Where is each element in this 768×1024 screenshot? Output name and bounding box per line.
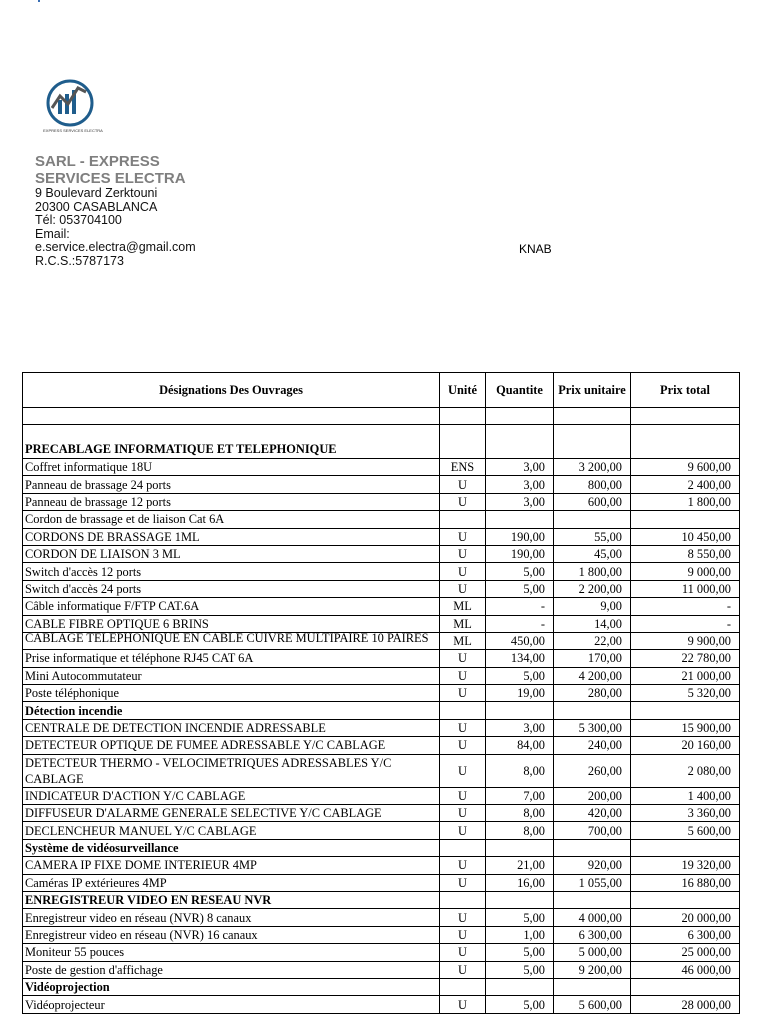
cell-unit: U	[440, 493, 486, 510]
table-row	[23, 874, 740, 891]
cell-total-price: 9 000,00	[631, 563, 740, 580]
cell-quantity: 8,00	[486, 822, 554, 839]
cell-unit: U	[440, 719, 486, 736]
cell-quantity: 5,00	[486, 563, 554, 580]
cell-designation: Cordon de brassage et de liaison Cat 6A	[23, 511, 440, 528]
cell-unit: U	[440, 822, 486, 839]
cell-total-price	[631, 702, 740, 719]
cell-total-price	[631, 425, 740, 459]
client-name: KNAB	[519, 242, 552, 256]
cell-designation: Enregistreur video en réseau (NVR) 8 canaux	[23, 909, 440, 926]
col-header-unit: Unité	[440, 373, 486, 408]
table-row	[23, 563, 740, 580]
cell-total-price: 19 320,00	[631, 857, 740, 874]
cell-unit: ML	[440, 615, 486, 632]
cell-quantity: 16,00	[486, 874, 554, 891]
cell-unit	[440, 425, 486, 459]
table-row	[23, 511, 740, 528]
cell-unit: U	[440, 650, 486, 667]
cell-unit	[440, 511, 486, 528]
cell-quantity: 3,00	[486, 459, 554, 476]
cell-unit-price: 6 300,00	[554, 926, 631, 943]
cell-unit: U	[440, 787, 486, 804]
cell-quantity: 450,00	[486, 632, 554, 649]
cell-unit-price: 420,00	[554, 805, 631, 822]
cell-unit-price: 700,00	[554, 822, 631, 839]
cell-designation: Poste téléphonique	[23, 685, 440, 702]
cell-total-price: 6 300,00	[631, 926, 740, 943]
table-row	[23, 719, 740, 736]
cell-unit-price	[554, 425, 631, 459]
cell-unit: U	[440, 528, 486, 545]
cell-quantity: -	[486, 615, 554, 632]
table-row	[23, 805, 740, 822]
cell-designation: Poste de gestion d'affichage	[23, 961, 440, 978]
cell-unit-price: 4 000,00	[554, 909, 631, 926]
cell-designation: PRECABLAGE INFORMATIQUE ET TELEPHONIQUE	[23, 425, 440, 459]
cell-designation: CORDON DE LIAISON 3 ML	[23, 545, 440, 562]
table-row	[23, 961, 740, 978]
cell-unit-price: 5 000,00	[554, 944, 631, 961]
cell-unit: ML	[440, 632, 486, 649]
cell-unit-price: 920,00	[554, 857, 631, 874]
cell-total-price: 9 600,00	[631, 459, 740, 476]
cell-quantity: 3,00	[486, 719, 554, 736]
cell-quantity	[486, 839, 554, 856]
table-row	[23, 425, 740, 459]
cell-quantity: 21,00	[486, 857, 554, 874]
cell-total-price: 1 800,00	[631, 493, 740, 510]
table-row	[23, 891, 740, 908]
cell-total-price	[631, 978, 740, 995]
cell-unit-price: 800,00	[554, 476, 631, 493]
cell-designation: Switch d'accès 12 ports	[23, 563, 440, 580]
cell-designation: Switch d'accès 24 ports	[23, 580, 440, 597]
cell-designation: ENREGISTREUR VIDEO EN RESEAU NVR	[23, 891, 440, 908]
company-city: 20300 CASABLANCA	[35, 199, 158, 214]
cell-unit	[440, 839, 486, 856]
cell-designation: Coffret informatique 18U	[23, 459, 440, 476]
cell-unit-price: 14,00	[554, 615, 631, 632]
cell-total-price: 10 450,00	[631, 528, 740, 545]
quote-table	[22, 372, 740, 1014]
cell-unit: U	[440, 961, 486, 978]
cell-quantity: 7,00	[486, 787, 554, 804]
cell-unit: U	[440, 926, 486, 943]
cell-unit: U	[440, 805, 486, 822]
cell-unit: U	[440, 545, 486, 562]
cell-total-price	[631, 839, 740, 856]
table-row	[23, 944, 740, 961]
table-row	[23, 839, 740, 856]
cell-unit-price: 3 200,00	[554, 459, 631, 476]
cell-total-price: 25 000,00	[631, 944, 740, 961]
cell-total-price: 46 000,00	[631, 961, 740, 978]
table-row	[23, 528, 740, 545]
table-body	[23, 408, 740, 1014]
col-header-quantity: Quantite	[486, 373, 554, 408]
cell-designation: Enregistreur video en réseau (NVR) 16 canaux	[23, 926, 440, 943]
table-header-row	[23, 373, 740, 408]
table-row	[23, 787, 740, 804]
cell-designation: Mini Autocommutateur	[23, 667, 440, 684]
cell-unit: U	[440, 685, 486, 702]
cell-quantity	[486, 891, 554, 908]
cell-designation: DETECTEUR THERMO - VELOCIMETRIQUES ADRESSABLES Y/C CABLAGE	[23, 754, 440, 787]
cell-unit	[440, 702, 486, 719]
cell-total-price: 8 550,00	[631, 545, 740, 562]
cell-unit: U	[440, 563, 486, 580]
cell-unit-price	[554, 408, 631, 425]
cell-designation: DECLENCHEUR MANUEL Y/C CABLAGE	[23, 822, 440, 839]
company-name-line2: SERVICES ELECTRA	[35, 170, 186, 187]
table-row	[23, 598, 740, 615]
cell-total-price: 1 400,00	[631, 787, 740, 804]
cell-total-price: 21 000,00	[631, 667, 740, 684]
cell-total-price: -	[631, 598, 740, 615]
table-row	[23, 702, 740, 719]
cell-unit-price: 5 300,00	[554, 719, 631, 736]
cell-designation: CAMERA IP FIXE DOME INTERIEUR 4MP	[23, 857, 440, 874]
cell-designation: DETECTEUR OPTIQUE DE FUMEE ADRESSABLE Y/C CABLAGE	[23, 737, 440, 754]
cell-quantity: -	[486, 598, 554, 615]
cell-designation: CORDONS DE BRASSAGE 1ML	[23, 528, 440, 545]
cell-total-price: 5 600,00	[631, 822, 740, 839]
cell-unit: U	[440, 476, 486, 493]
cell-unit-price: 200,00	[554, 787, 631, 804]
cell-designation: Système de vidéosurveillance	[23, 839, 440, 856]
cell-quantity: 190,00	[486, 528, 554, 545]
cell-unit	[440, 978, 486, 995]
cell-unit: U	[440, 944, 486, 961]
table-row	[23, 685, 740, 702]
cell-designation: Vidéoprojecteur	[23, 996, 440, 1013]
cell-quantity	[486, 425, 554, 459]
table-row	[23, 580, 740, 597]
cell-unit: U	[440, 667, 486, 684]
table-row	[23, 926, 740, 943]
cell-designation	[23, 408, 440, 425]
cell-unit-price: 4 200,00	[554, 667, 631, 684]
cell-designation: Panneau de brassage 12 ports	[23, 493, 440, 510]
cell-unit-price: 45,00	[554, 545, 631, 562]
logo-caption: EXPRESS SERVICES ELECTRA	[43, 128, 103, 133]
cell-unit-price: 1 800,00	[554, 563, 631, 580]
cell-unit: U	[440, 580, 486, 597]
company-rcs: R.C.S.:5787173	[35, 253, 124, 268]
cell-unit	[440, 408, 486, 425]
cell-designation: Moniteur 55 pouces	[23, 944, 440, 961]
company-block	[35, 153, 196, 269]
cell-quantity	[486, 408, 554, 425]
cell-unit-price: 170,00	[554, 650, 631, 667]
company-email-label: Email:	[35, 226, 70, 241]
cell-total-price: 11 000,00	[631, 580, 740, 597]
cell-quantity: 5,00	[486, 961, 554, 978]
table-row	[23, 857, 740, 874]
cell-designation: Détection incendie	[23, 702, 440, 719]
cell-designation: CABLE FIBRE OPTIQUE 6 BRINS	[23, 615, 440, 632]
cell-designation: Panneau de brassage 24 ports	[23, 476, 440, 493]
table-row	[23, 754, 740, 787]
cell-unit-price	[554, 891, 631, 908]
cell-unit-price: 260,00	[554, 754, 631, 787]
cell-quantity	[486, 978, 554, 995]
cell-unit: U	[440, 996, 486, 1013]
cell-designation: Caméras IP extérieures 4MP	[23, 874, 440, 891]
cell-total-price: 9 900,00	[631, 632, 740, 649]
cell-quantity: 3,00	[486, 493, 554, 510]
table-row	[23, 978, 740, 995]
cell-unit: ENS	[440, 459, 486, 476]
cell-quantity: 19,00	[486, 685, 554, 702]
cell-total-price	[631, 511, 740, 528]
table-row	[23, 459, 740, 476]
table-row	[23, 667, 740, 684]
cell-designation: Vidéoprojection	[23, 978, 440, 995]
cell-quantity: 5,00	[486, 944, 554, 961]
cell-total-price: -	[631, 615, 740, 632]
cell-quantity: 5,00	[486, 580, 554, 597]
cell-total-price	[631, 408, 740, 425]
cell-quantity	[486, 511, 554, 528]
cell-unit-price: 55,00	[554, 528, 631, 545]
cell-unit-price: 240,00	[554, 737, 631, 754]
cell-unit	[440, 891, 486, 908]
cell-total-price	[631, 891, 740, 908]
cell-quantity: 5,00	[486, 996, 554, 1013]
cell-unit: U	[440, 909, 486, 926]
cell-unit-price: 22,00	[554, 632, 631, 649]
cell-unit: U	[440, 874, 486, 891]
cell-quantity: 190,00	[486, 545, 554, 562]
cell-total-price: 2 080,00	[631, 754, 740, 787]
table-row	[23, 737, 740, 754]
cell-unit: U	[440, 857, 486, 874]
cell-total-price: 5 320,00	[631, 685, 740, 702]
cell-unit-price: 9 200,00	[554, 961, 631, 978]
table-row	[23, 493, 740, 510]
cell-designation: INDICATEUR D'ACTION Y/C CABLAGE	[23, 787, 440, 804]
cell-unit-price: 600,00	[554, 493, 631, 510]
cell-unit: U	[440, 754, 486, 787]
table-row	[23, 632, 740, 649]
cell-total-price: 28 000,00	[631, 996, 740, 1013]
cell-unit-price	[554, 702, 631, 719]
table-row	[23, 545, 740, 562]
cell-quantity: 3,00	[486, 476, 554, 493]
cell-total-price: 22 780,00	[631, 650, 740, 667]
cell-quantity: 84,00	[486, 737, 554, 754]
cell-quantity: 5,00	[486, 667, 554, 684]
cell-designation: CABLAGE TELEPHONIQUE EN CABLE CUIVRE MULTIPAIRE 10 PAIRES	[23, 632, 440, 649]
cell-designation: DIFFUSEUR D'ALARME GENERALE SELECTIVE Y/C CABLAGE	[23, 805, 440, 822]
table-row	[23, 408, 740, 425]
cell-unit-price	[554, 511, 631, 528]
cell-total-price: 16 880,00	[631, 874, 740, 891]
cell-unit-price	[554, 839, 631, 856]
cell-quantity: 134,00	[486, 650, 554, 667]
cell-total-price: 15 900,00	[631, 719, 740, 736]
cell-quantity: 5,00	[486, 909, 554, 926]
table-row	[23, 996, 740, 1013]
cell-designation: Câble informatique F/FTP CAT.6A	[23, 598, 440, 615]
cell-unit-price	[554, 978, 631, 995]
cell-unit: ML	[440, 598, 486, 615]
company-email: e.service.electra@gmail.com	[35, 240, 196, 255]
company-logo	[38, 78, 108, 138]
col-header-unit-price: Prix unitaire	[554, 373, 631, 408]
company-name-line1: SARL - EXPRESS	[35, 153, 160, 170]
col-header-total-price: Prix total	[631, 373, 740, 408]
cell-unit-price: 5 600,00	[554, 996, 631, 1013]
top-mark	[38, 0, 40, 2]
company-address: 9 Boulevard Zerktouni	[35, 186, 158, 200]
cell-total-price: 20 000,00	[631, 909, 740, 926]
cell-unit-price: 1 055,00	[554, 874, 631, 891]
table-row	[23, 909, 740, 926]
cell-unit: U	[440, 737, 486, 754]
table-row	[23, 822, 740, 839]
cell-quantity	[486, 702, 554, 719]
col-header-designation: Désignations Des Ouvrages	[23, 373, 440, 408]
cell-total-price: 3 360,00	[631, 805, 740, 822]
cell-total-price: 2 400,00	[631, 476, 740, 493]
cell-quantity: 1,00	[486, 926, 554, 943]
table-row	[23, 476, 740, 493]
cell-quantity: 8,00	[486, 805, 554, 822]
cell-designation: Prise informatique et téléphone RJ45 CAT 6A	[23, 650, 440, 667]
cell-unit-price: 280,00	[554, 685, 631, 702]
cell-quantity: 8,00	[486, 754, 554, 787]
table-row	[23, 615, 740, 632]
cell-unit-price: 9,00	[554, 598, 631, 615]
table-row	[23, 650, 740, 667]
cell-designation: CENTRALE DE DETECTION INCENDIE ADRESSABLE	[23, 719, 440, 736]
cell-total-price: 20 160,00	[631, 737, 740, 754]
company-phone: Tél: 053704100	[35, 213, 122, 228]
cell-unit-price: 2 200,00	[554, 580, 631, 597]
logo-emblem-icon	[38, 78, 108, 138]
